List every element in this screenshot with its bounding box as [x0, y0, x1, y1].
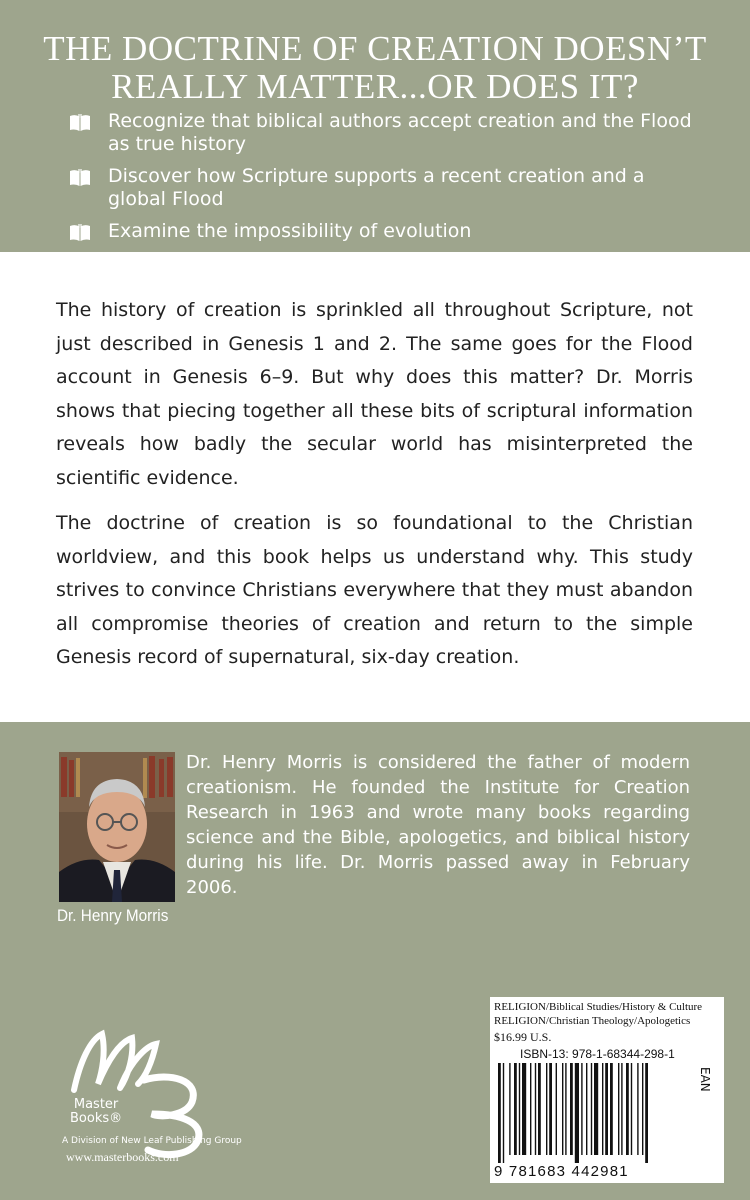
feature-item	[68, 165, 708, 211]
barcode-bar	[556, 1063, 557, 1155]
barcode-bar	[610, 1063, 613, 1155]
barcode-bar	[581, 1063, 582, 1155]
feature-item	[68, 220, 708, 243]
publisher-url[interactable]: www.masterbooks.com	[66, 1150, 179, 1164]
description-section	[0, 252, 750, 722]
feature-text: Examine the impossibility of evolution	[108, 220, 472, 242]
barcode-bar	[530, 1063, 531, 1155]
description-paragraph-1: The history of creation is sprinkled all throughout Scripture, not just described in Genesis 1 and 2. The same goes for the Flood account in Genesis 6–9. But why does this matter? Dr. Morris shows that piecing together all these bits of scriptural information reveals how badly the secular world has misinterpreted the scientific evidence.	[56, 299, 693, 489]
barcode-bar	[594, 1063, 598, 1155]
headline-line-2: REALLY MATTER...OR DOES IT?	[111, 67, 639, 106]
headline-line-1: THE DOCTRINE OF CREATION DOESN’T	[43, 29, 707, 68]
author-photo	[59, 752, 175, 902]
headline	[0, 30, 750, 106]
barcode-bar	[498, 1063, 501, 1163]
portrait-image	[59, 752, 175, 902]
barcode-bar	[645, 1063, 648, 1163]
publisher-name-line-1: Master	[73, 1097, 119, 1112]
bisac-category-2: RELIGION/Christian Theology/Apologetics	[494, 1015, 691, 1027]
barcode-bars	[496, 1063, 696, 1163]
feature-item	[68, 110, 708, 156]
publisher-name-line-2: Books®	[70, 1111, 123, 1126]
barcode-bar	[575, 1063, 579, 1163]
barcode-bar	[631, 1063, 632, 1155]
author-bio: Dr. Henry Morris is considered the father of modern creationism. He founded the Institute for Creation Research in 1963 and wrote many books regarding science and the Bible, apologetics, and biblical history during his life. Dr. Morris passed away in February 2006.	[186, 752, 690, 898]
bisac-category-1: RELIGION/Biblical Studies/History & Culture	[494, 1001, 703, 1013]
barcode-bar	[586, 1063, 587, 1155]
feature-list	[68, 110, 708, 252]
ean-label: EAN	[698, 1067, 712, 1092]
barcode-bar	[626, 1063, 629, 1155]
open-book-icon	[68, 167, 92, 187]
barcode-bar	[637, 1063, 638, 1155]
barcode-digits: 9 781683 442981	[494, 1163, 629, 1180]
barcode-bar	[546, 1063, 547, 1155]
barcode-bar	[514, 1063, 517, 1155]
feature-text: Recognize that biblical authors accept creation and the Flood as true history	[108, 110, 692, 155]
barcode-bar	[618, 1063, 619, 1155]
barcode-bar	[562, 1063, 563, 1155]
description-paragraph-2: The doctrine of creation is so foundational to the Christian worldview, and this book helps us understand why. This study strives to convince Christians everywhere that they must abandon all compromise theories of creation and return to the simple Genesis record of supernatural, six-day creation.	[56, 512, 693, 668]
open-book-icon	[68, 222, 92, 242]
barcode-bar	[591, 1063, 592, 1155]
barcode-bar	[503, 1063, 504, 1163]
barcode-bar	[509, 1063, 510, 1155]
header-band	[0, 0, 750, 252]
barcode-bar	[642, 1063, 643, 1155]
publisher-name	[70, 1098, 122, 1126]
author-section	[0, 722, 750, 1200]
barcode-panel	[490, 997, 724, 1183]
barcode-bar	[522, 1063, 526, 1155]
isbn: ISBN-13: 978-1-68344-298-1	[520, 1047, 675, 1061]
barcode-bar	[549, 1063, 552, 1155]
barcode-bar	[535, 1063, 536, 1155]
open-book-icon	[68, 112, 92, 132]
publisher-division: A Division of New Leaf Publishing Group	[62, 1136, 242, 1146]
barcode-bar	[570, 1063, 573, 1155]
barcode-bar	[565, 1063, 566, 1155]
barcode-bar	[605, 1063, 608, 1155]
barcode-bar	[538, 1063, 541, 1155]
barcode-bar	[621, 1063, 622, 1155]
barcode-bar	[519, 1063, 520, 1155]
photo-caption: Dr. Henry Morris	[57, 906, 169, 925]
price: $16.99 U.S.	[494, 1030, 552, 1044]
feature-text: Discover how Scripture supports a recent creation and a global Flood	[108, 165, 645, 210]
barcode-bar	[602, 1063, 603, 1155]
